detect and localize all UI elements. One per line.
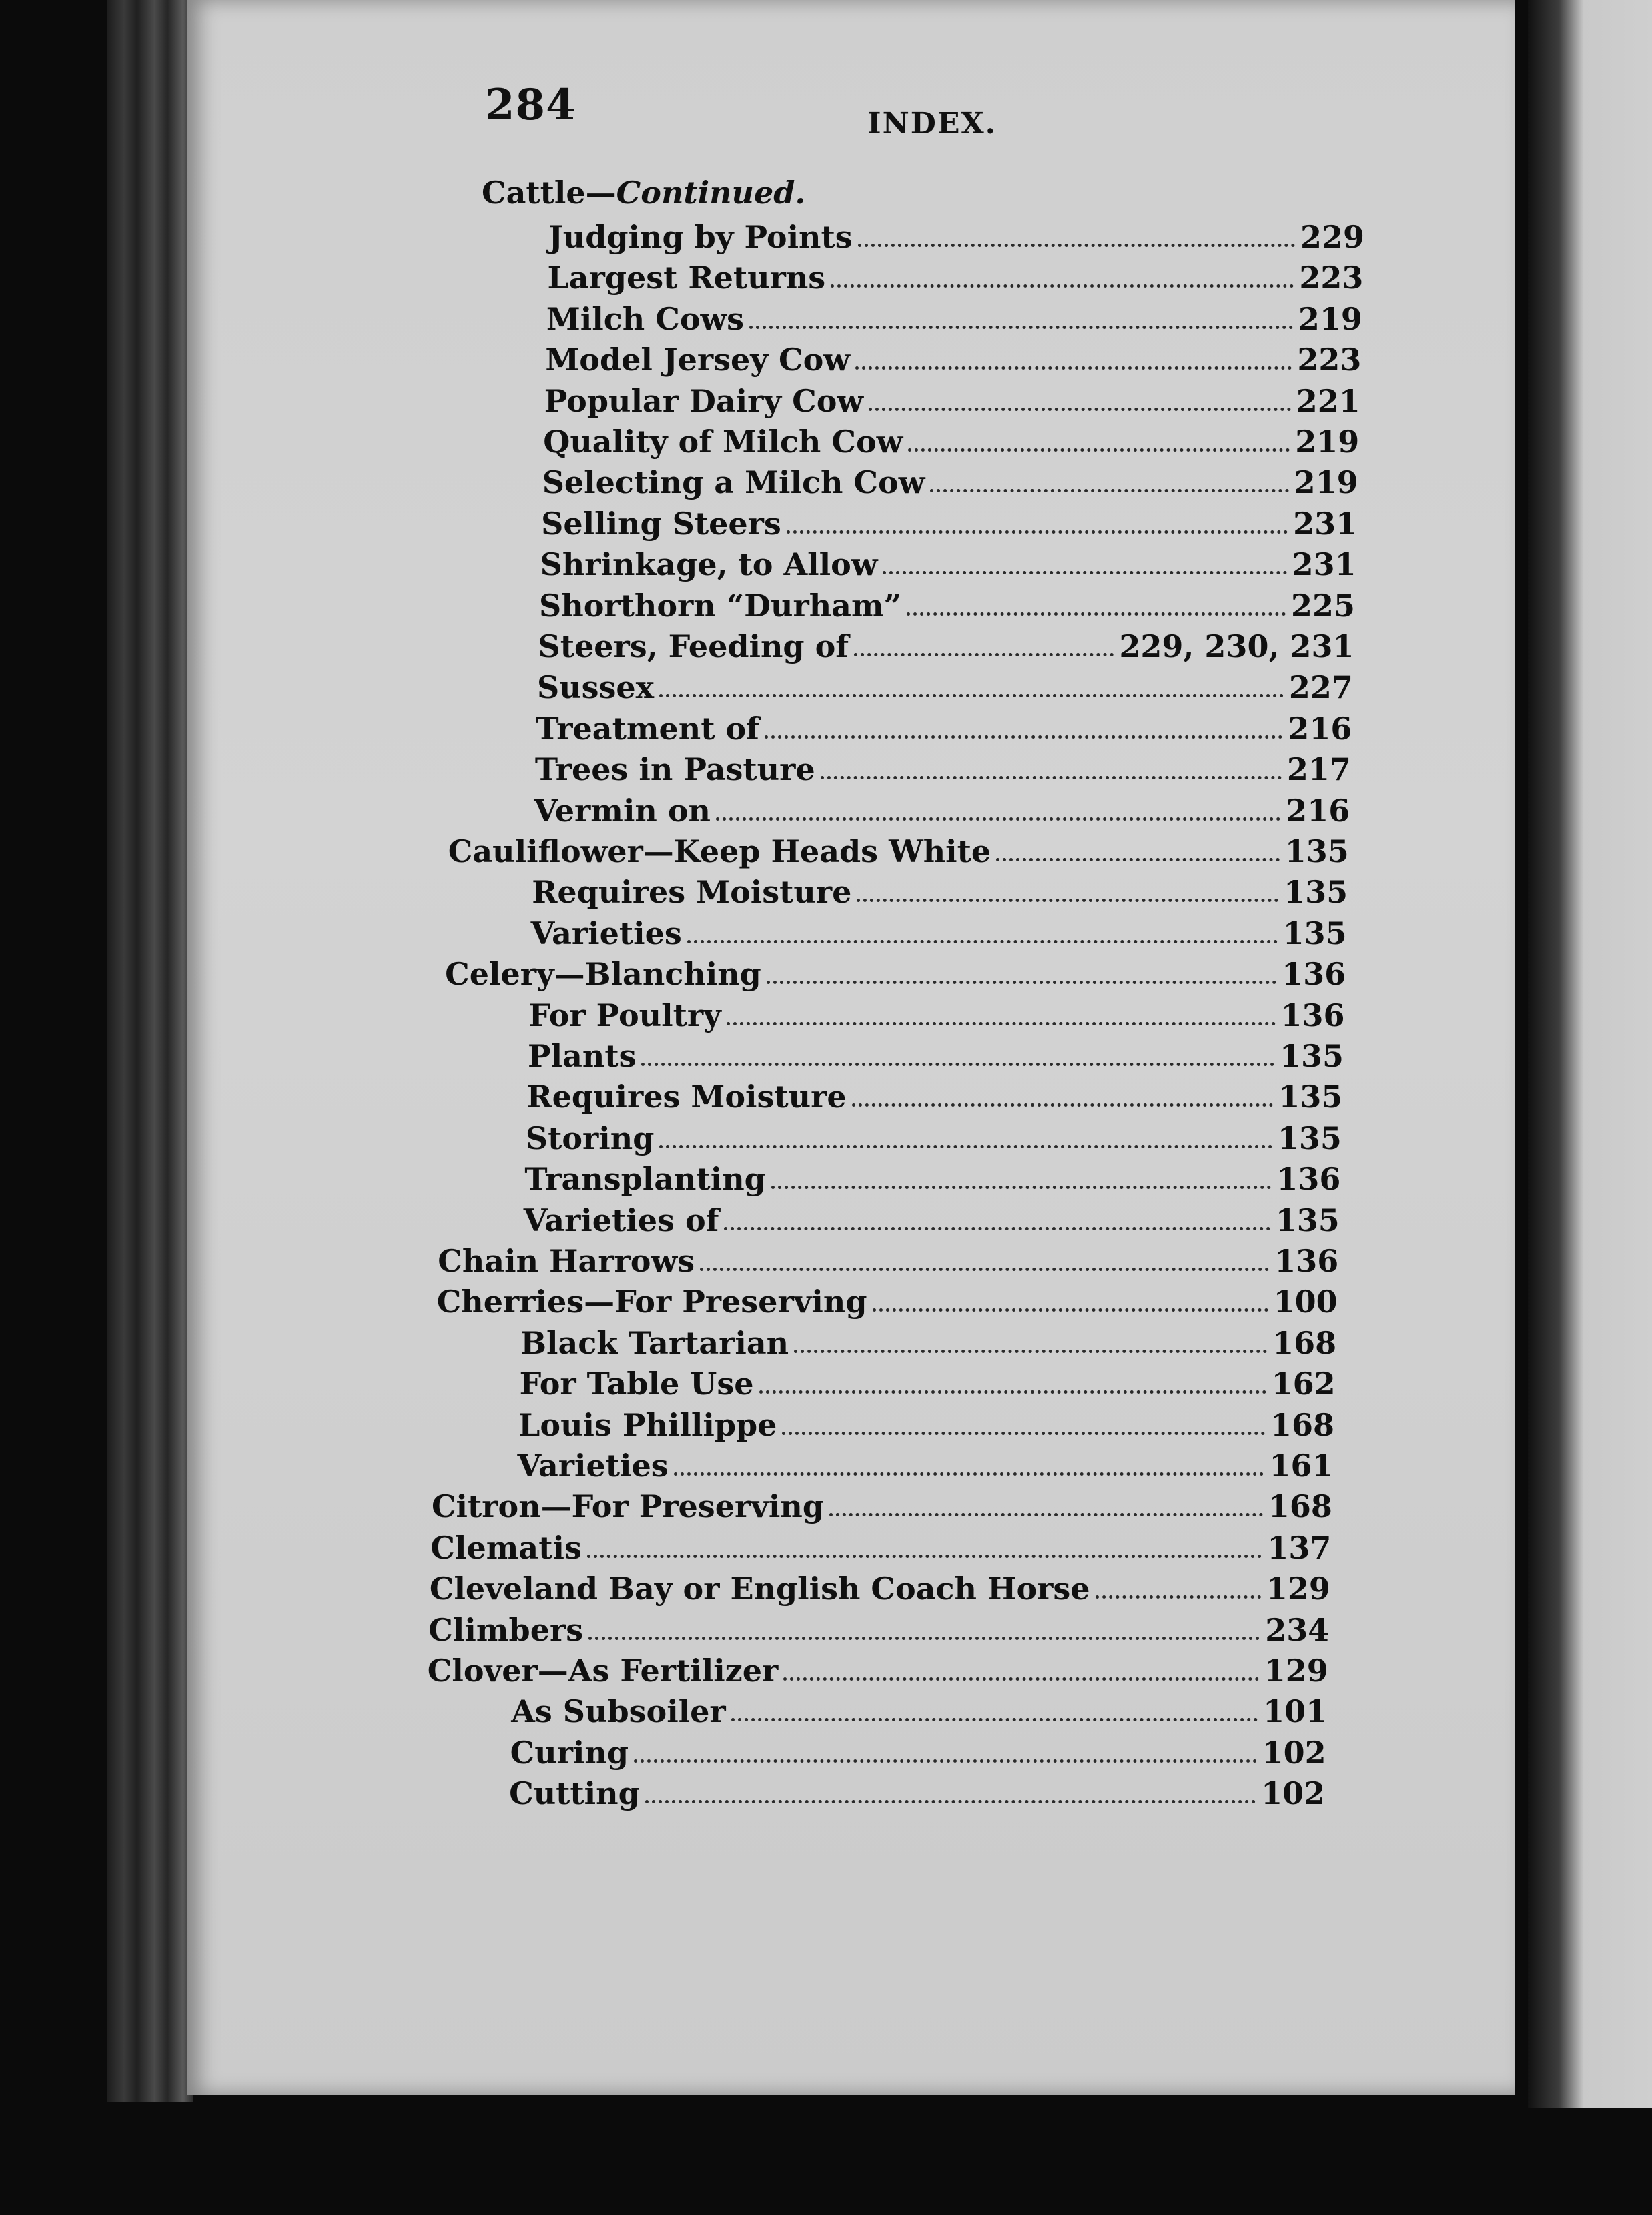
entry-label: Requires Moisture (532, 874, 852, 911)
entry-page-reference: 219 (1294, 464, 1358, 501)
entry-page-reference: 161 (1269, 1448, 1334, 1484)
index-heading-entry (428, 1605, 1330, 1648)
dot-leader (1096, 1595, 1261, 1599)
dot-leader (767, 981, 1276, 984)
index-subentry (532, 867, 1348, 911)
entry-label: Plants (528, 1038, 637, 1074)
dot-leader (749, 326, 1293, 329)
entry-label: Varieties (530, 915, 682, 951)
dot-leader (641, 1063, 1274, 1066)
dot-leader (858, 244, 1295, 247)
dot-leader (782, 1432, 1265, 1435)
index-subentry (536, 662, 1353, 706)
dot-leader (821, 776, 1282, 779)
index-subentry (519, 1359, 1336, 1402)
entry-page-reference: 229, 230, 231 (1119, 628, 1354, 664)
index-subentry (547, 253, 1364, 296)
index-subentry (528, 1031, 1344, 1074)
entry-label: Requires Moisture (526, 1079, 847, 1116)
entry-page-reference: 219 (1298, 300, 1362, 337)
dot-leader (687, 940, 1278, 943)
index-subentry (524, 1154, 1341, 1198)
index-subentry (543, 417, 1360, 460)
index-heading-entry (431, 1482, 1332, 1525)
entry-page-reference: 231 (1292, 546, 1356, 583)
entry-label: Storing (525, 1120, 655, 1156)
entry-page-reference: 129 (1264, 1653, 1328, 1689)
entry-page-reference: 102 (1262, 1734, 1326, 1771)
entry-page-reference: 129 (1266, 1571, 1330, 1607)
entry-page-reference: 101 (1263, 1693, 1328, 1730)
index-subentry (544, 376, 1360, 419)
entry-label: Quality of Milch Cow (543, 424, 903, 460)
entry-label: Louis Phillippe (518, 1406, 777, 1443)
index-subentry (529, 991, 1345, 1031)
index-subentry (531, 909, 1347, 949)
entry-label: Selecting a Milch Cow (542, 464, 925, 501)
entry-page-reference: 231 (1293, 505, 1358, 542)
index-heading-entry (430, 1523, 1332, 1566)
entry-label: Popular Dairy Cow (544, 382, 864, 419)
entry-label: Treatment of (536, 710, 759, 747)
entry-label: For Table Use (519, 1366, 754, 1402)
dot-leader (700, 1268, 1269, 1271)
index-subentry (517, 1441, 1334, 1484)
entry-label: Sussex (536, 669, 655, 706)
entry-page-reference: 100 (1273, 1284, 1338, 1320)
entry-page-reference: 135 (1278, 1079, 1343, 1116)
entry-label: As Subsoiler (511, 1693, 726, 1730)
dot-leader (869, 408, 1291, 411)
index-subentry (510, 1728, 1326, 1771)
entry-page-reference: 135 (1282, 915, 1347, 951)
dot-leader (930, 489, 1288, 492)
dot-leader (907, 612, 1286, 616)
dot-leader (829, 1513, 1263, 1516)
index-subentry (538, 622, 1354, 662)
index-subentry (520, 1318, 1337, 1361)
entry-label: Model Jersey Cow (545, 342, 850, 378)
entry-page-reference: 223 (1299, 260, 1364, 296)
dot-leader (659, 1145, 1272, 1148)
dot-leader (787, 530, 1288, 534)
entry-page-reference: 135 (1284, 874, 1348, 911)
entry-page-reference: 135 (1279, 1038, 1344, 1074)
dot-leader (855, 366, 1292, 370)
index-subentry (524, 1196, 1340, 1236)
dot-leader (716, 817, 1280, 821)
dot-leader (852, 1103, 1274, 1107)
entry-label: For Poultry (528, 997, 721, 1033)
entry-page-reference: 136 (1276, 1161, 1341, 1198)
entry-label: Vermin on (534, 792, 711, 829)
index-heading-entry (438, 1236, 1339, 1279)
entry-label: Citron—For Preserving (431, 1488, 825, 1525)
dot-leader (908, 448, 1290, 452)
index-subentry (536, 704, 1352, 747)
dot-leader (873, 1308, 1268, 1312)
index-subentry (534, 745, 1351, 788)
entry-page-reference: 216 (1286, 792, 1350, 829)
entry-label: Clover—As Fertilizer (427, 1653, 779, 1689)
continued-heading-term: Cattle— (482, 175, 616, 211)
index-subentry (534, 786, 1350, 829)
index-subentry (539, 581, 1356, 624)
running-head: INDEX. (867, 107, 997, 141)
entry-page-reference: 217 (1286, 751, 1351, 788)
entry-page-reference: 136 (1280, 997, 1345, 1033)
dot-leader (857, 899, 1278, 902)
entry-page-reference: 135 (1277, 1120, 1342, 1156)
entry-page-reference: 225 (1291, 587, 1356, 624)
entry-label: Judging by Points (548, 219, 853, 255)
dot-leader (794, 1350, 1267, 1353)
entry-label: Curing (510, 1734, 629, 1771)
dot-leader (645, 1800, 1256, 1803)
index-heading-entry (436, 1277, 1338, 1320)
entry-label: Milch Cows (546, 300, 745, 337)
entry-page-reference: 162 (1271, 1366, 1336, 1402)
dot-leader (783, 1677, 1258, 1681)
entry-page-reference: 219 (1295, 424, 1360, 460)
entry-label: Black Tartarian (520, 1324, 789, 1361)
dot-leader (674, 1472, 1264, 1476)
entry-label: Cutting (509, 1775, 640, 1812)
entry-page-reference: 227 (1288, 669, 1353, 706)
entry-label: Climbers (428, 1611, 584, 1648)
dot-leader (771, 1186, 1271, 1189)
entry-page-reference: 102 (1261, 1775, 1326, 1812)
dot-leader (587, 1555, 1262, 1558)
entry-page-reference: 168 (1272, 1324, 1337, 1361)
index-heading-entry (448, 827, 1349, 867)
dot-leader (724, 1227, 1270, 1230)
entry-label: Clematis (430, 1529, 582, 1566)
entry-page-reference: 223 (1297, 342, 1362, 378)
entry-label: Largest Returns (547, 260, 826, 296)
dot-leader (634, 1759, 1257, 1763)
entry-page-reference: 135 (1284, 833, 1349, 869)
entry-label: Chain Harrows (438, 1243, 695, 1279)
entry-label: Trees in Pasture (534, 751, 815, 788)
page-number: 284 (485, 80, 576, 130)
entry-label: Shrinkage, to Allow (540, 546, 878, 583)
index-subentry (545, 335, 1362, 378)
index-heading-entry (429, 1564, 1330, 1607)
index-subentry (540, 540, 1356, 583)
entry-label: Transplanting (524, 1161, 766, 1198)
dot-leader (588, 1637, 1260, 1640)
dot-leader (831, 284, 1294, 288)
entry-page-reference: 135 (1275, 1202, 1340, 1238)
entry-label: Cherries—For Preserving (436, 1284, 867, 1320)
index-heading-entry (445, 949, 1346, 993)
entry-label: Cauliflower—Keep Heads White (448, 833, 991, 869)
entry-label: Steers, Feeding of (538, 628, 849, 664)
entry-label: Cleveland Bay or English Coach Horse (429, 1571, 1090, 1607)
entry-page-reference: 136 (1274, 1243, 1339, 1279)
dot-leader (759, 1390, 1266, 1394)
index-subentry (541, 499, 1358, 542)
index-heading-entry (427, 1646, 1328, 1689)
entry-page-reference: 137 (1267, 1529, 1332, 1566)
entry-page-reference: 168 (1270, 1406, 1335, 1443)
dot-leader (659, 694, 1284, 697)
index-subentry (511, 1687, 1328, 1730)
entry-page-reference: 216 (1288, 710, 1352, 747)
index-subentry (542, 458, 1358, 501)
entry-page-reference: 234 (1265, 1611, 1330, 1648)
entry-page-reference: 229 (1300, 219, 1364, 255)
dot-leader (731, 1718, 1258, 1721)
entry-page-reference: 221 (1296, 382, 1360, 419)
entry-label: Celery—Blanching (445, 956, 761, 993)
dot-leader (996, 858, 1280, 861)
index-subentry (518, 1400, 1335, 1443)
entry-label: Shorthorn “Durham” (539, 587, 902, 624)
index-subentry (526, 1072, 1343, 1116)
index-subentry (548, 212, 1364, 255)
entry-label: Selling Steers (541, 505, 781, 542)
continued-heading-note: Continued. (616, 175, 806, 211)
entry-page-reference: 136 (1282, 956, 1346, 993)
entry-label: Varieties (517, 1448, 669, 1484)
index-subentry (509, 1769, 1326, 1812)
dot-leader (854, 653, 1114, 656)
index-subentry (546, 294, 1362, 337)
entry-page-reference: 168 (1268, 1488, 1332, 1525)
dot-leader (883, 571, 1286, 574)
dot-leader (765, 735, 1282, 739)
dot-leader (727, 1022, 1276, 1025)
index-subentry (526, 1114, 1342, 1154)
entry-label: Varieties of (523, 1202, 719, 1238)
